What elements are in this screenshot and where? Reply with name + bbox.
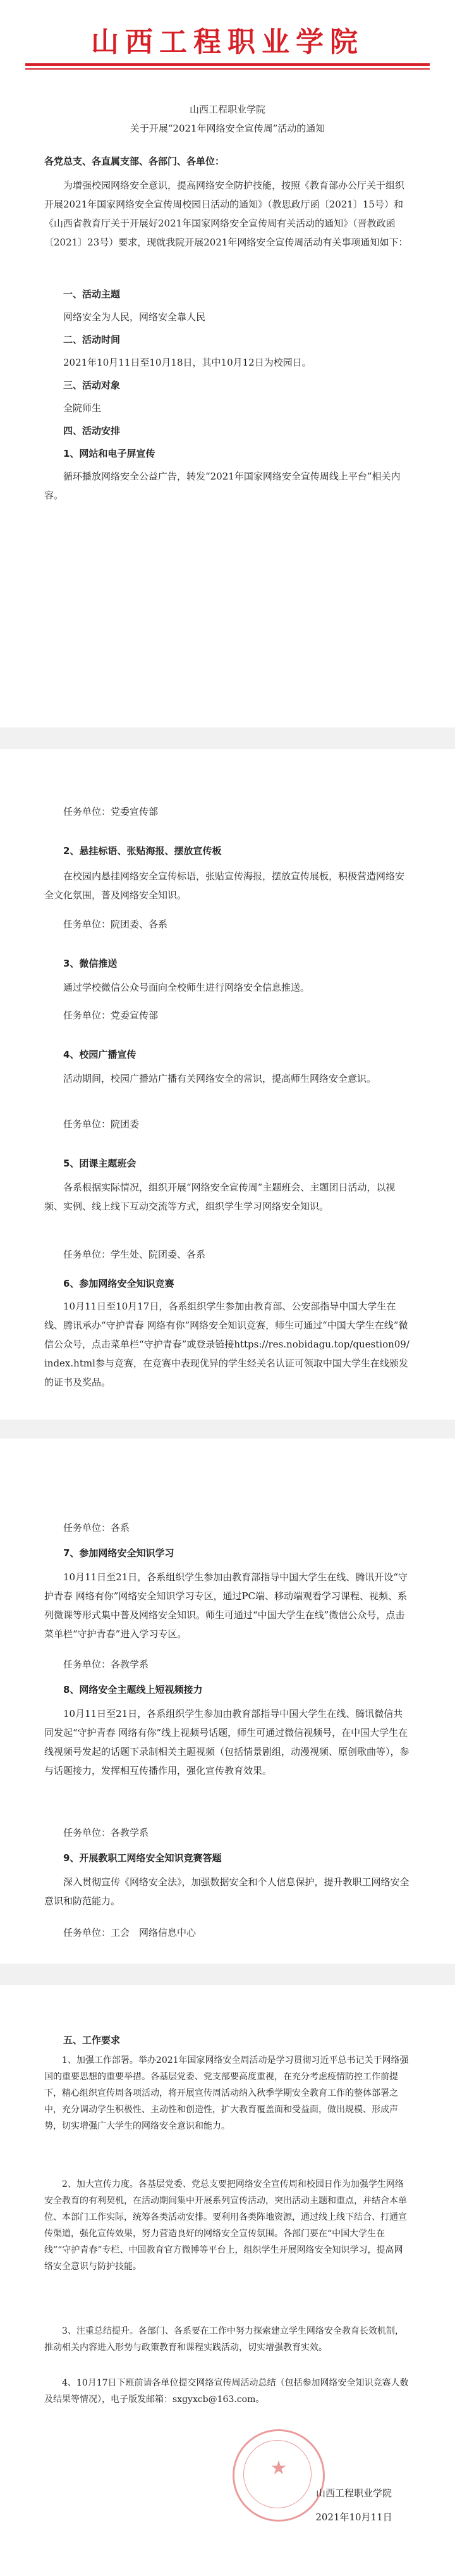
signature-date: 2021年10月11日: [315, 2511, 392, 2523]
section-1-heading: 一、活动主题: [63, 288, 121, 300]
section-5-heading: 五、工作要求: [63, 2034, 121, 2046]
doc-title: 关于开展“2021年网络安全宣传周”活动的通知: [130, 123, 325, 134]
activity-8-body: 10月11日至21日，各系组织学生参加由教育部指导中国大学生在线、腾讯微信共同发起“守护青春 网络有你”线上视频号话题，师生可通过微信视频号，在中国大学生在线视频号发起的话题下录制相关主题视频（包括情景剧组，动漫视频、原创歌曲等），参与话题接力，发挥相互传播作用，强化宣传教育效果。: [44, 1708, 410, 1776]
activity-4-unit: 任务单位：院团委: [63, 1118, 140, 1130]
letterhead-rule-thin: [25, 68, 430, 70]
official-seal: [233, 2429, 325, 2522]
activity-7-unit: 任务单位：各教学系: [63, 1659, 149, 1670]
intro-paragraph: 为增强校园网络安全意识，提高网络安全防护技能，按照《教育部办公厅关于组织开展2021年国家网络安全宣传周校园日活动的通知》（教思政厅函〔2021〕15号）和《山西省教育厅关于开展好2021年国家网络安全宣传周有关活动的通知》（晋教政函〔2021〕23号）要求，现就我院开展2021年网络安全宣传周活动有关事项通知如下：: [44, 180, 408, 248]
activity-7-body: 10月11日至21日，各系组织学生参加由教育部指导中国大学生在线、腾讯开设“守护青春 网络有你”网络安全知识学习专区，通过PC端、移动端观看学习课程、视频、系列微课等形式集中普及网络安全知识。师生可通过“中国大学生在线”微信公众号，点击菜单栏“守护青春”进入学习专区。: [44, 1571, 408, 1640]
activity-3-body: 通过学校微信公众号面向全校师生进行网络安全信息推送。: [63, 982, 310, 993]
salutation: 各党总支、各直属支部、各部门、各单位：: [44, 156, 225, 167]
activity-6-heading: 6、参加网络安全知识竞赛: [63, 1278, 174, 1289]
requirement-4: 4、10月17日下班前请各单位提交网络宣传周活动总结（包括参加网络安全知识竞赛人数及结果等情况），电子版发邮箱：sxgyxcb@163.com。: [44, 2378, 409, 2405]
activity-2-heading: 2、悬挂标语、张贴海报、摆放宣传板: [63, 845, 222, 857]
section-3-heading: 三、活动对象: [63, 380, 121, 391]
activity-9-unit: 任务单位：工会 网络信息中心: [63, 1927, 197, 1938]
section-2-body: 2021年10月11日至10月18日，其中10月12日为校园日。: [63, 357, 312, 368]
activity-9-heading: 9、开展教职工网络安全知识竞赛答题: [63, 1852, 222, 1864]
activity-6-body: 10月11日至10月17日，各系组织学生参加由教育部、公安部指导中国大学生在线、腾讯承办“守护青春 网络有你”网络安全知识竞赛，师生可通过“中国大学生在线”微信公众号，点击菜单栏“守护青春”或登录链接https://res.nobidagu.top/question09/index.html参与竞赛，在竞赛中表现优异的学生经关名认证可领取中国大学生在线颁发的证书及奖品。: [44, 1301, 410, 1388]
section-2-heading: 二、活动时间: [63, 334, 121, 345]
activity-1-heading: 1、网站和电子屏宣传: [63, 448, 155, 459]
letterhead-title: 山西工程职业学院: [91, 26, 364, 58]
section-4-heading: 四、活动安排: [63, 425, 121, 437]
activity-9-body: 深入贯彻宣传《网络安全法》，加强数据安全和个人信息保护，提升教职工网络安全意识和防范能力。: [44, 1876, 410, 1907]
activity-7-heading: 7、参加网络安全知识学习: [63, 1547, 174, 1559]
doc-org: 山西工程职业学院: [189, 104, 265, 115]
activity-2-unit: 任务单位：院团委、各系: [63, 919, 168, 930]
activity-1-unit: 任务单位：党委宣传部: [63, 806, 159, 817]
activity-5-heading: 5、团课主题班会: [63, 1158, 136, 1169]
requirement-2: 2、加大宣传力度。各基层党委、党总支要把网络安全宣传周和校园日作为加强学生网络安全教育的有利契机，在活动期间集中开展系列宣传活动，突出活动主题和重点，并结合本单位、本部门工作实际，统筹各类活动安排。要利用各类阵地资源，通过线上线下结合、打通宣传渠道，强化宣传效果，努力营造良好的网络安全宣传氛围。各部门要在“中国大学生在线”“守护青春”专栏、中国教育官方微博等平台上，组织学生开展网络安全知识学习，提高网络安全意识与防护技能。: [44, 2179, 407, 2272]
activity-5-body: 各系根据实际情况，组织开展“网络安全宣传周”主题班会、主题团日活动，以视频、实例、线上线下互动交流等方式，组织学生学习网络安全知识。: [44, 1182, 396, 1212]
activity-4-heading: 4、校园广播宣传: [63, 1049, 136, 1060]
page-gap: [0, 728, 455, 749]
activity-8-heading: 8、网络安全主题线上短视频接力: [63, 1684, 203, 1695]
letterhead-rule: [25, 63, 430, 66]
activity-6-unit: 任务单位：各系: [63, 1522, 130, 1533]
section-3-body: 全院师生: [63, 402, 102, 414]
activity-8-unit: 任务单位：各教学系: [63, 1827, 149, 1838]
requirement-1: 1、加强工作部署。举办2021年国家网络安全周活动是学习贯彻习近平总书记关于网络强国的重要思想的重要举措。各基层党委、党支部要高度重视，在充分考虑疫情防控工作前提下，精心组织宣传周各项活动，将开展宣传周活动纳入秋季学期安全教育工作的整体部署之中，充分调动学生积极性、主动性和创造性，扩大教育覆盖面和受益面，做出规模、形成声势，切实增强广大学生的网络安全意识和能力。: [44, 2055, 409, 2131]
signature-org: 山西工程职业学院: [315, 2487, 392, 2499]
activity-4-body: 活动期间，校园广播站广播有关网络安全的常识，提高师生网络安全意识。: [63, 1073, 377, 1084]
activity-1-body: 循环播放网络安全公益广告，转发“2021年国家网络安全宣传周线上平台”相关内容。: [44, 471, 401, 501]
requirement-3: 3、注重总结提升。各部门、各系要在工作中努力探索建立学生网络安全教育长效机制，推动相关内容进入形势与政策教育和课程实践活动，切实增强教育实效。: [44, 2326, 404, 2353]
page-gap: [0, 1420, 455, 1439]
activity-3-heading: 3、微信推送: [63, 958, 118, 969]
activity-3-unit: 任务单位：党委宣传部: [63, 1010, 159, 1021]
seal-star-icon: ★: [270, 2457, 288, 2479]
page-gap: [0, 1964, 455, 1985]
activity-5-unit: 任务单位：学生处、院团委、各系: [63, 1249, 206, 1260]
activity-2-body: 在校园内悬挂网络安全宣传标语，张贴宣传海报，摆放宣传展板，积极营造网络安全文化氛围，普及网络安全知识。: [44, 870, 405, 901]
section-1-body: 网络安全为人民，网络安全靠人民: [63, 311, 206, 323]
